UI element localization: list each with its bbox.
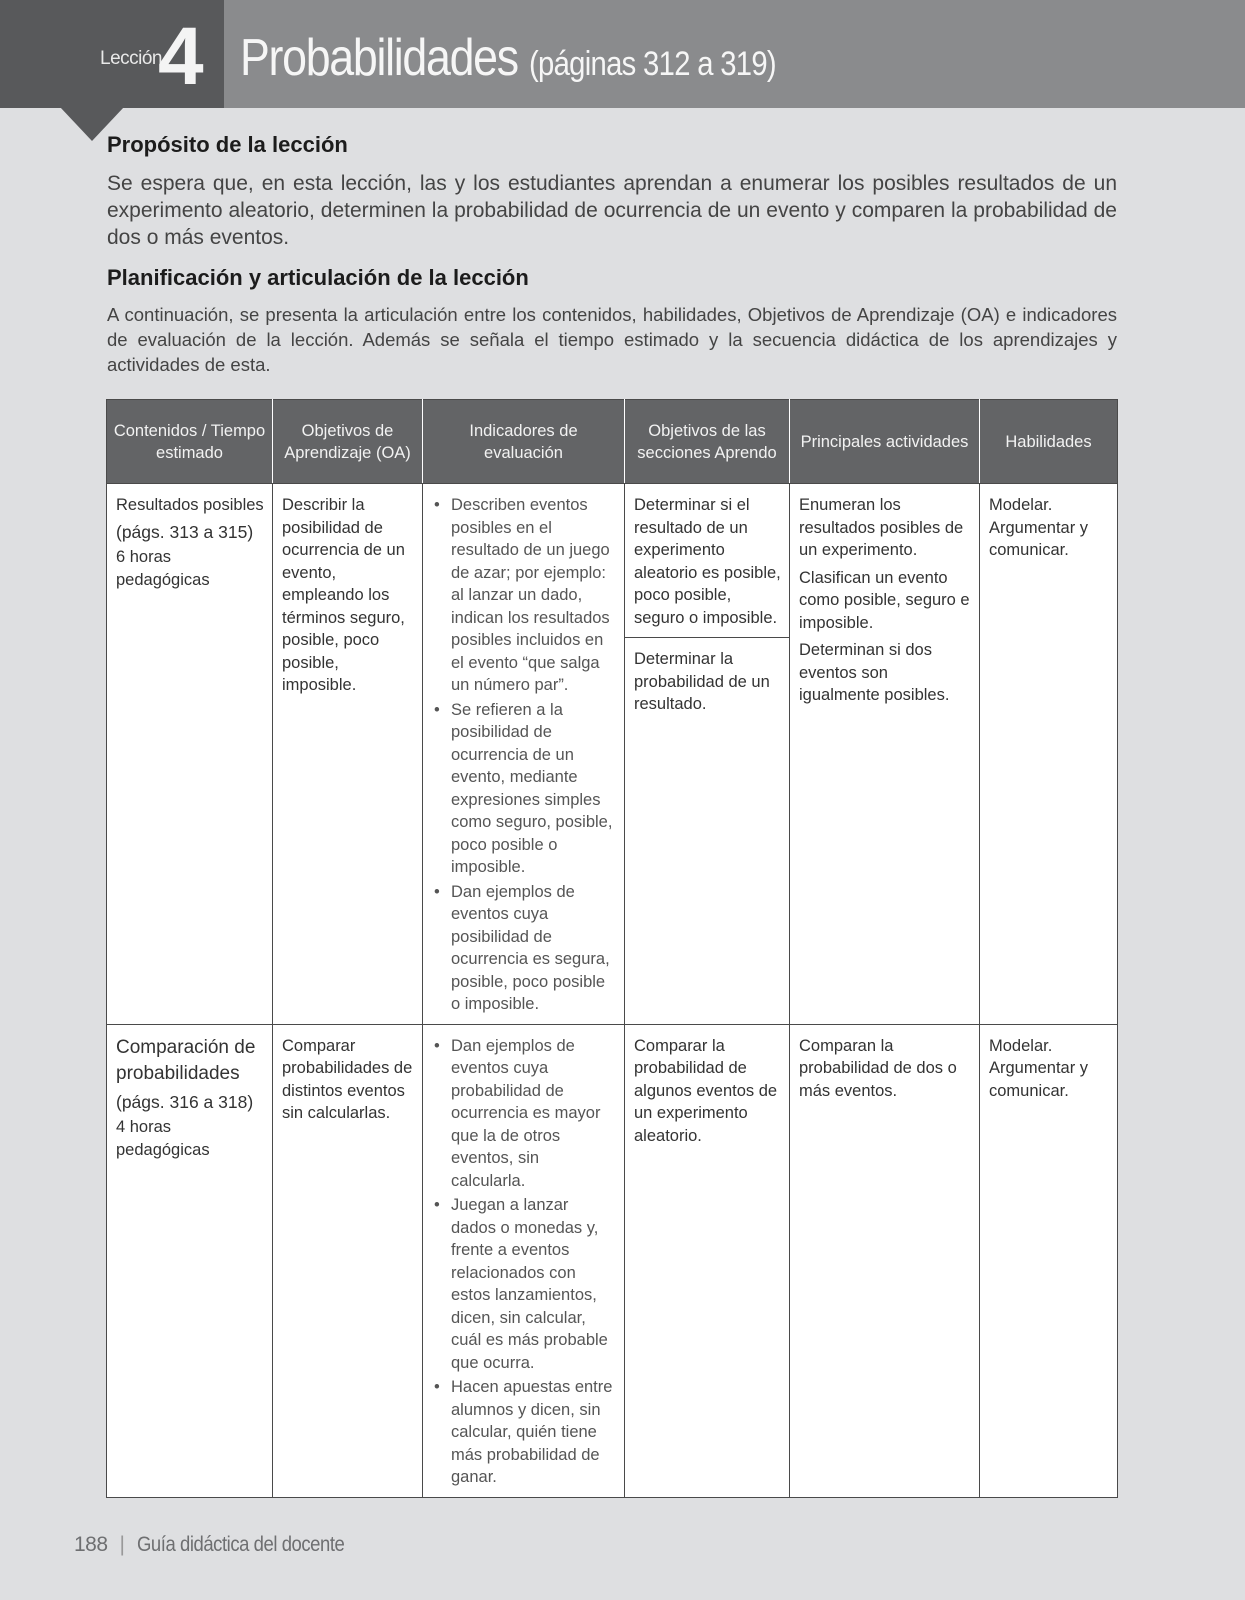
- page-footer: [74, 1533, 372, 1557]
- content-pages: (págs. 316 a 318): [116, 1091, 254, 1112]
- lesson-title-pages: (páginas 312 a 319): [528, 45, 776, 83]
- header-aprendo: Objetivos de las secciones Aprendo: [625, 400, 790, 484]
- content-hours: 6 horas pedagógicas: [116, 548, 210, 589]
- purpose-heading: Propósito de la lección: [107, 132, 348, 157]
- planning-heading: Planificación y articulación de la lección: [107, 265, 529, 290]
- header-activities: Principales actividades: [790, 400, 980, 484]
- oa-cell: Describir la posibilidad de ocurrencia de un evento, empleando los términos seguro, posible, poco posible, imposible.: [273, 484, 423, 1025]
- footer-separator: |: [119, 1533, 125, 1556]
- list-item: • Se refieren a la posibilidad de ocurrencia de un evento, mediante expresiones simples como seguro, posible, poco posible o imposible.: [432, 699, 616, 879]
- list-item: • Describen eventos posibles en el resultado de un juego de azar; por ejemplo: al lanzar un dado, indican los resultados posibles incluidos en el evento “que salga un número par”.: [432, 494, 616, 697]
- content-cell: [107, 1024, 273, 1497]
- content-pages: (págs. 313 a 315): [116, 521, 254, 542]
- table-row: [107, 1024, 1118, 1497]
- aprendo-objective: Determinar si el resultado de un experimento aleatorio es posible, poco posible, seguro o imposible.: [625, 484, 789, 638]
- lesson-header: [0, 0, 1245, 108]
- oa-cell: Comparar probabilidades de distintos eventos sin calcularlas.: [273, 1024, 423, 1497]
- lesson-title-text: Probabilidades: [240, 29, 518, 87]
- content-cell: [107, 484, 273, 1025]
- table-row: [107, 484, 1118, 1025]
- table-header-row: [107, 400, 1118, 484]
- lesson-word: Lección: [100, 48, 162, 69]
- activities-cell: Comparan la probabilidad de dos o más eventos.: [790, 1024, 980, 1497]
- skills-cell: Modelar. Argumentar y comunicar.: [980, 484, 1118, 1025]
- planning-text: A continuación, se presenta la articulación entre los contenidos, habilidades, Objetivos de Aprendizaje (OA) e indicadores de evaluación de la lección. Además se señala el tiempo estimado y la secuencia didáctica de los aprendizajes y actividades de esta.: [107, 304, 1117, 375]
- footer-text: Guía didáctica del docente: [136, 1533, 344, 1556]
- indicators-cell: [423, 484, 625, 1025]
- aprendo-cell: [625, 484, 790, 1025]
- page-number: 188: [74, 1533, 108, 1556]
- activity-item: Clasifican un evento como posible, seguro e imposible.: [799, 568, 970, 632]
- skills-cell: Modelar. Argumentar y comunicar.: [980, 1024, 1118, 1497]
- list-item: • Hacen apuestas entre alumnos y dicen, sin calcular, quién tiene más probabilidad de ganar.: [432, 1376, 616, 1489]
- aprendo-cell: Comparar la probabilidad de algunos eventos de un experimento aleatorio.: [625, 1024, 790, 1497]
- lesson-badge: [0, 0, 224, 108]
- header-skills: Habilidades: [980, 400, 1118, 484]
- header-contents: Contenidos / Tiempo estimado: [107, 400, 273, 484]
- purpose-text: Se espera que, en esta lección, las y los estudiantes aprendan a enumerar los posibles resultados de un experimento aleatorio, determinen la probabilidad de ocurrencia de un evento y comparen la probabilidad de dos o más eventos.: [107, 172, 1117, 249]
- content-name: Comparación de probabilidades: [116, 1036, 256, 1084]
- lesson-number: 4: [158, 11, 204, 102]
- content-hours: 4 horas pedagógicas: [116, 1118, 210, 1159]
- list-item: • Dan ejemplos de eventos cuya posibilidad de ocurrencia es segura, posible, poco posible o imposible.: [432, 881, 616, 1016]
- list-item: • Juegan a lanzar dados o monedas y, frente a eventos relacionados con estos lanzamientos, dicen, sin calcular, cuál es más probable que ocurra.: [432, 1194, 616, 1374]
- header-oa: Objetivos de Aprendizaje (OA): [273, 400, 423, 484]
- activities-cell: [790, 484, 980, 1025]
- content-name: Resultados posibles: [116, 496, 264, 514]
- activity-item: Enumeran los resultados posibles de un experimento.: [799, 496, 964, 559]
- list-item: • Dan ejemplos de eventos cuya probabilidad de ocurrencia es mayor que la de otros eventos, sin calcularla.: [432, 1035, 616, 1193]
- activity-item: Determinan si dos eventos son igualmente posibles.: [799, 641, 950, 704]
- header-indicators: Indicadores de evaluación: [423, 400, 625, 484]
- aprendo-objective: Determinar la probabilidad de un resultado.: [634, 650, 770, 713]
- planning-table: [106, 399, 1118, 1498]
- indicators-cell: [423, 1024, 625, 1497]
- lesson-title: [240, 28, 776, 88]
